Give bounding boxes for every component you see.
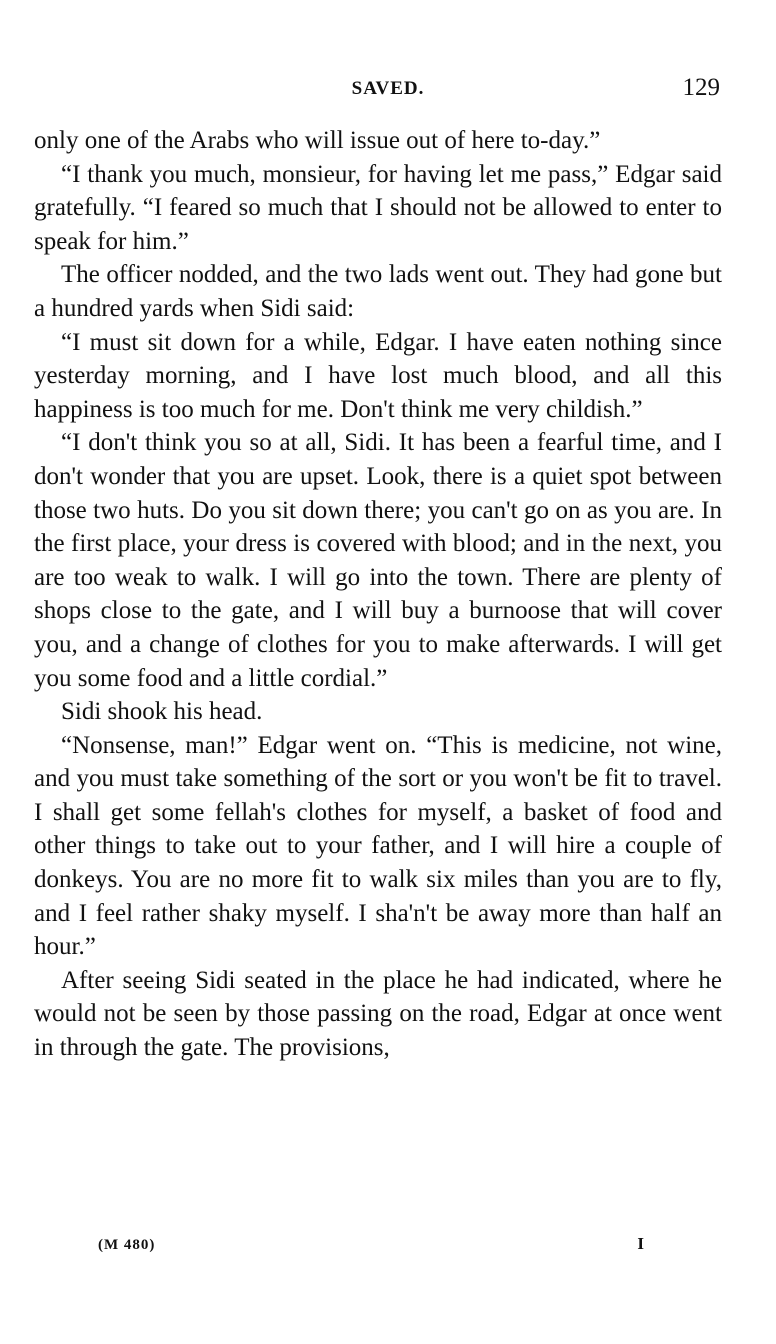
running-title: SAVED. [351, 78, 425, 99]
paragraph: “I must sit down for a while, Edgar. I have eaten nothing since yesterday morning, and I have lost much blood, and all this happiness is too much for me. Don't think me very childish.” [34, 328, 722, 423]
paragraph: Sidi shook his head. [61, 698, 263, 726]
paragraph: “I thank you much, monsieur, for having let me pass,” Edgar said gratefully. “I feared so much that I should not be allowed to enter to speak for him.” [34, 160, 722, 255]
paragraph-continued: only one of the Arabs who will issue out of here to-day.” [34, 127, 601, 154]
paragraph: The officer nodded, and the two lads went out. They had gone but a hundred yards when Sidi said: [34, 261, 722, 322]
gathering-signature-letter: I [637, 1234, 644, 1253]
paragraph: “Nonsense, man!” Edgar went on. “This is medicine, not wine, and you must take something of the sort or you won't be fit to travel. I shall get some fellah's clothes for myself, a basket of food and other things to take out to your father, and I will hire a couple of donkeys. You are no more fit to walk six miles than you are to fly, and I feel rather shaky myself. I sha'n't be away more than half an hour.” [34, 731, 722, 961]
paragraph: “I don't think you so at all, Sidi. It has been a fearful time, and I don't wonder that you are upset. Look, there is a quiet spot between those two huts. Do you sit down there; you can't go on as you are. In the first place, your dress is covered with blood; and in the next, you are too weak to walk. I will go into the town. There are plenty of shops close to the gate, and I will buy a burnoose that will cover you, and a change of clothes for you to make afterwards. I will get you some food and a little cordial.” [34, 429, 722, 692]
paragraph: After seeing Sidi seated in the place he had indicated, where he would not be seen by those passing on the road, Edgar at once went in through the gate. The provisions, [34, 966, 722, 1062]
body-text [34, 124, 722, 1065]
page-number: 129 [682, 74, 720, 101]
printer-signature-mark: (M 480) [98, 1237, 156, 1253]
